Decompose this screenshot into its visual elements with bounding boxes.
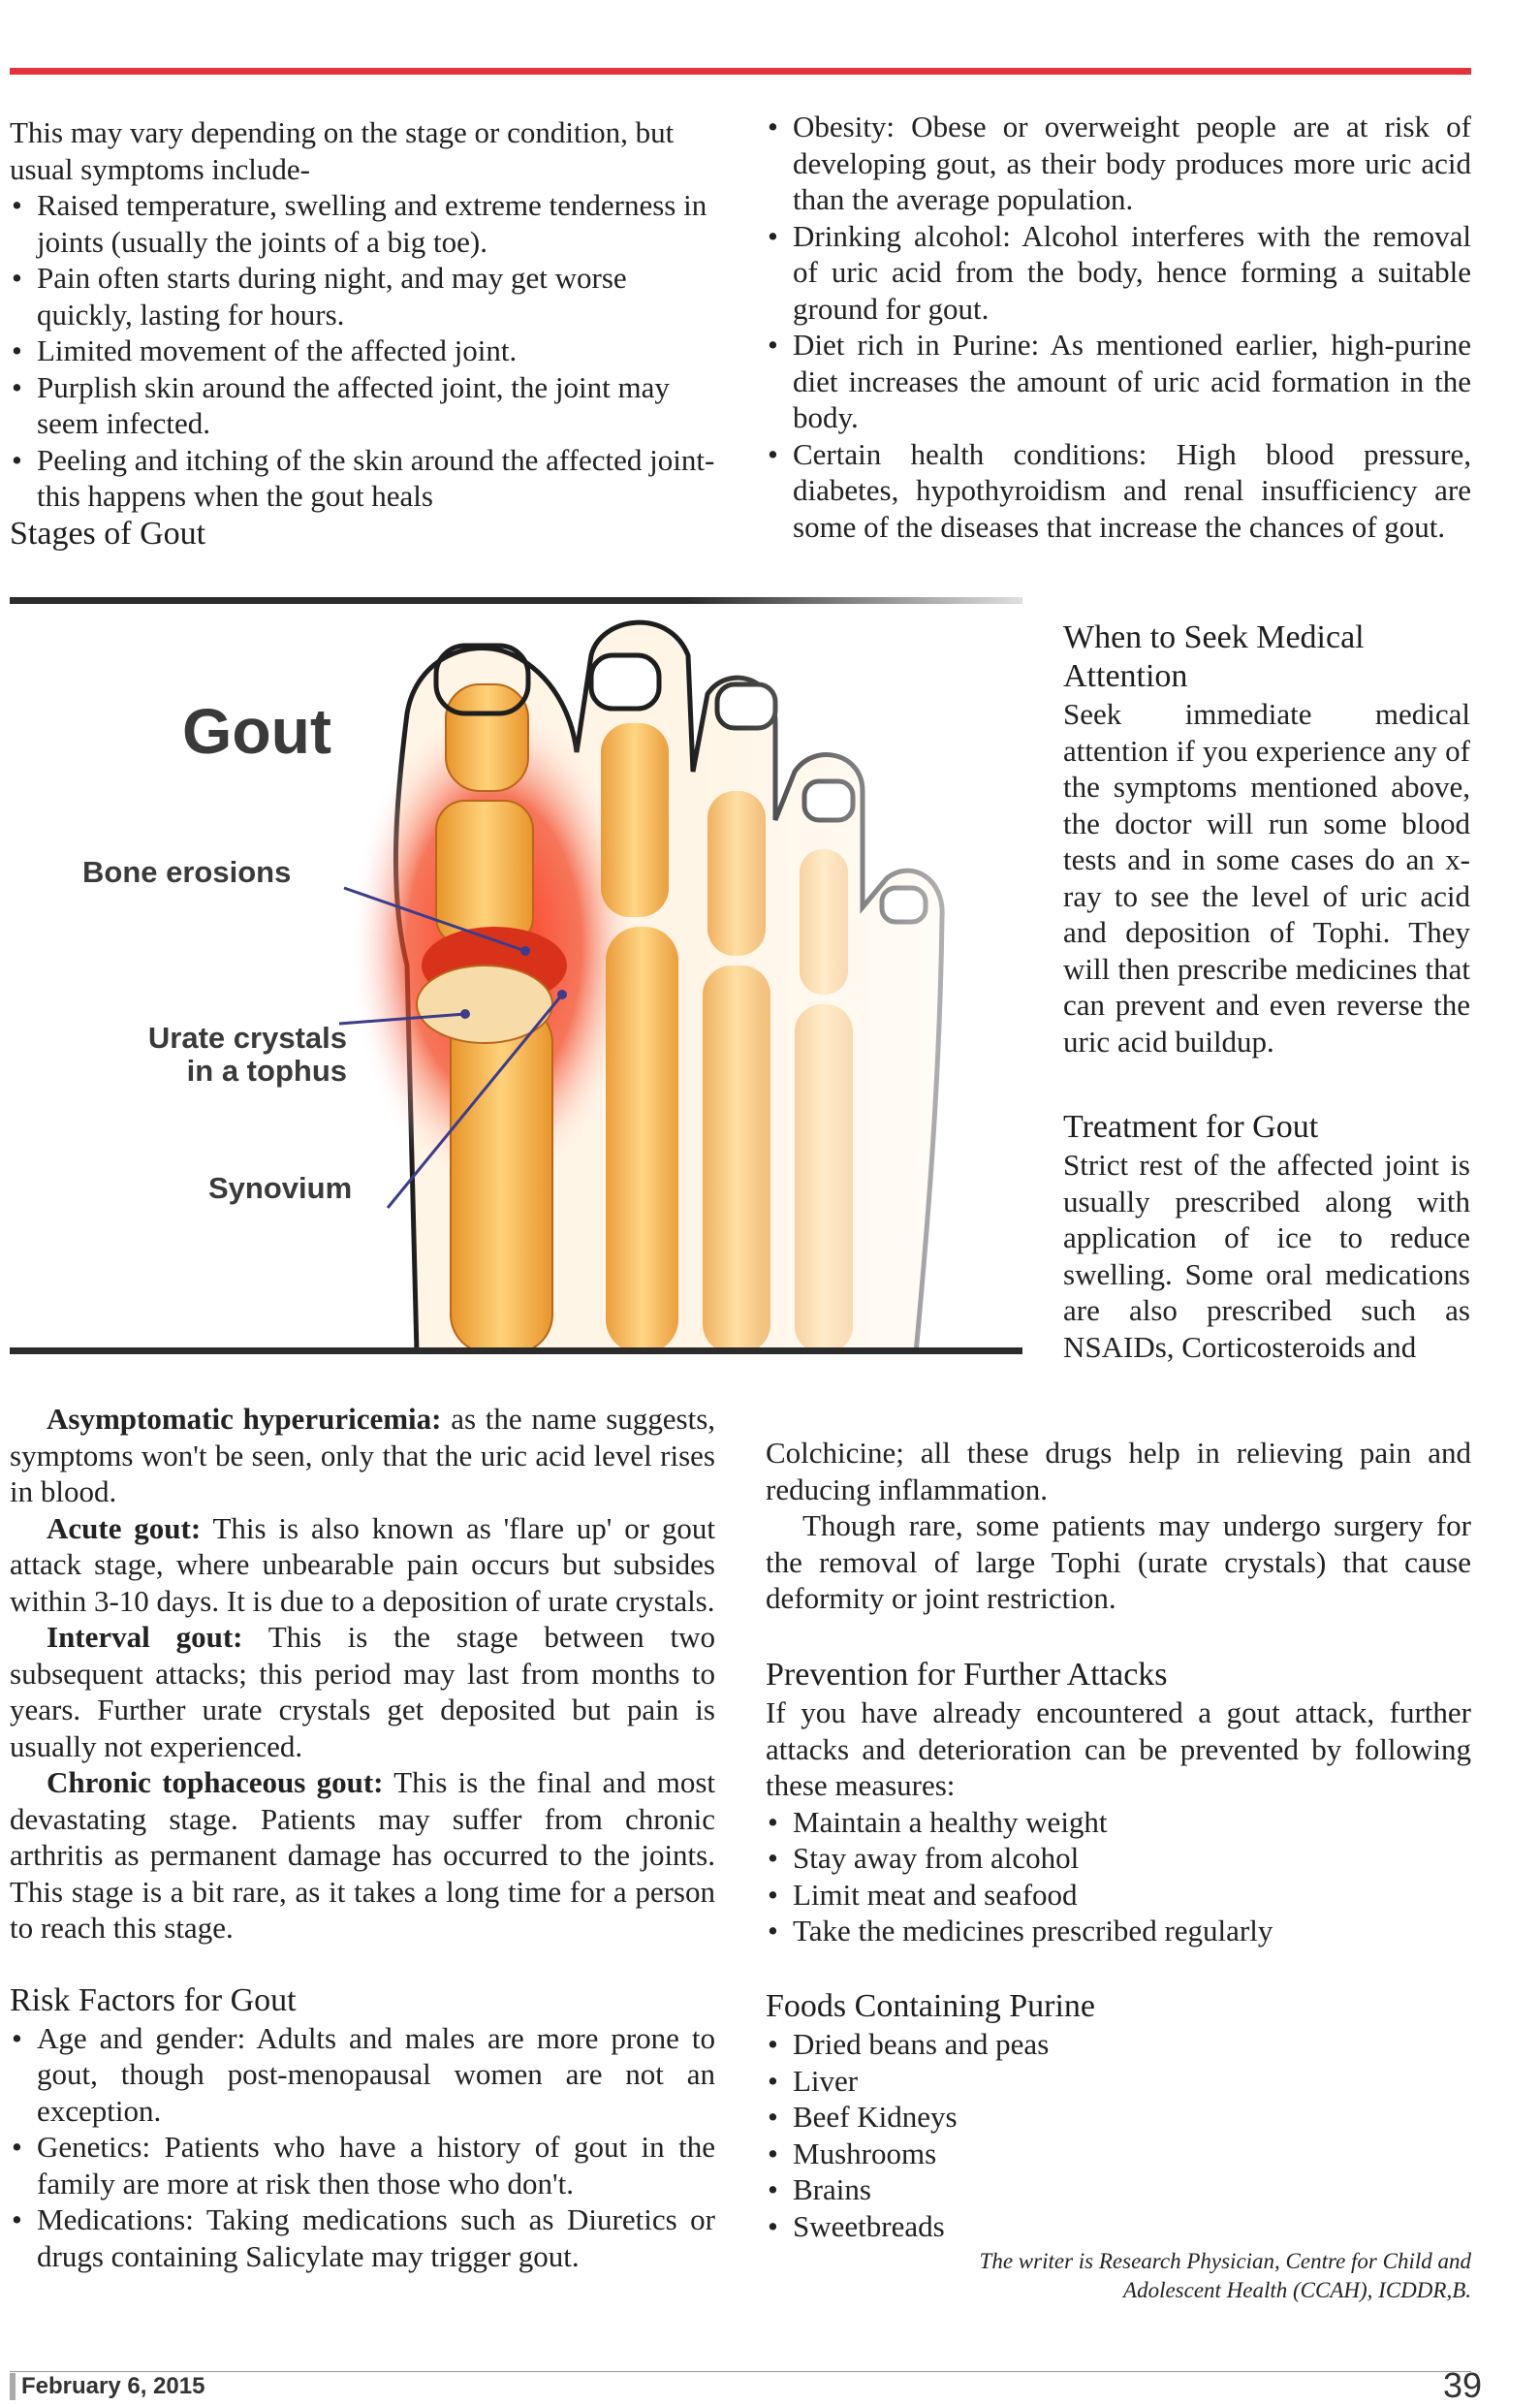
list-item: • Diet rich in Purine: As mentioned earlier, high-purine diet increases the amount of uric acid formation in the body. — [766, 327, 1471, 436]
list-item: • Limited movement of the affected joint. — [10, 332, 715, 369]
stage-paragraph — [10, 1619, 715, 1764]
gout-illustration — [10, 597, 1022, 1353]
credit-line-2: Adolescent Health (CCAH), ICDDR,B. — [1123, 2278, 1471, 2302]
treatment-continued — [766, 1435, 1471, 1617]
right-top-column — [766, 109, 1471, 545]
stage-term: Asymptomatic hyperuricemia: — [47, 1402, 442, 1436]
page-number: 39 — [1442, 2365, 1482, 2405]
list-item: • Peeling and itching of the skin around the affected joint- this happens when the gout heals — [10, 442, 715, 515]
stage-term: Interval gout: — [47, 1620, 243, 1654]
intro-text: This may vary depending on the stage or condition, but usual symptoms include- — [10, 115, 675, 186]
foods-list — [766, 2026, 1471, 2244]
stages-heading: Stages of Gout — [10, 515, 206, 552]
label-bone-erosions: Bone erosions — [82, 855, 292, 889]
label-urate-line-1: Urate crystals — [147, 1021, 347, 1055]
prevention-heading: Prevention for Further Attacks — [766, 1657, 1168, 1693]
stages-section — [10, 1401, 715, 2274]
stage-term: Chronic tophaceous gout: — [47, 1765, 384, 1799]
medical-attention-section — [1063, 618, 1470, 1365]
stage-text: This is the final and most devastating stage. Patients may suffer from chronic arthritis as permanent damage has occurred to the joints. This stage is a bit rare, as it takes a long time for a person to reach this stage. — [10, 1765, 715, 1945]
list-item: • Brains — [766, 2171, 1471, 2208]
stage-paragraph — [10, 1510, 715, 1620]
prevention-intro: If you have already encountered a gout attack, further attacks and deterioration can be prevented by following these measures: — [766, 1695, 1471, 1802]
list-item: • Stay away from alcohol — [766, 1840, 1471, 1877]
stage-text: This is also known as 'flare up' or gout attack stage, where unbearable pain occurs but subsides within 3-10 days. It is due to a deposition of urate crystals. — [10, 1510, 716, 1618]
prevention-section — [766, 1656, 1471, 1949]
list-item: • Pain often starts during night, and may get worse quickly, lasting for hours. — [10, 260, 715, 332]
list-item: • Certain health conditions: High blood pressure, diabetes, hypothyroidism and renal insufficiency are some of the diseases that increase the chances of gout. — [766, 436, 1471, 546]
medical-heading-line-1: When to Seek Medical — [1063, 619, 1365, 655]
risk-list — [10, 2020, 715, 2275]
list-item: • Maintain a healthy weight — [766, 1804, 1471, 1841]
list-item: • Drinking alcohol: Alcohol interferes with the removal of uric acid from the body, hence forming a suitable ground for gout. — [766, 218, 1471, 328]
list-item: • Raised temperature, swelling and extreme tenderness in joints (usually the joints of a big toe). — [10, 187, 715, 260]
list-item: • Medications: Taking medications such as Diuretics or drugs containing Salicylate may trigger gout. — [10, 2201, 715, 2274]
list-item: • Limit meat and seafood — [766, 1877, 1471, 1914]
list-item: • Dried beans and peas — [766, 2026, 1471, 2063]
stage-paragraph — [10, 1764, 715, 1947]
issue-date: February 6, 2015 — [10, 2373, 204, 2400]
author-credit — [833, 2247, 1471, 2305]
list-item: • Obesity: Obese or overweight people are at risk of developing gout, as their body produces more uric acid than the average population. — [766, 109, 1471, 218]
symptoms-list — [10, 187, 715, 515]
medical-heading-line-2: Attention — [1063, 658, 1188, 694]
stage-term: Acute gout: — [47, 1510, 202, 1545]
footer-rule — [10, 2371, 1471, 2372]
treatment-body-wide: Colchicine; all these drugs help in relieving pain and reducing inflammation. — [766, 1436, 1471, 1506]
figure-title: Gout — [182, 695, 331, 767]
label-urate — [87, 1022, 347, 1088]
list-item: • Mushrooms — [766, 2136, 1471, 2172]
credit-line-1: The writer is Research Physician, Centre for Child and — [979, 2249, 1471, 2273]
list-item: • Sweetbreads — [766, 2208, 1471, 2245]
stage-text: This is the stage between two subsequent attacks; this period may last from months to years. Further urate crystals get deposited but pain is usually not experienced. — [10, 1620, 716, 1763]
list-item: • Liver — [766, 2063, 1471, 2100]
list-item: • Beef Kidneys — [766, 2099, 1471, 2136]
list-item: • Take the medicines prescribed regularly — [766, 1913, 1471, 1949]
risk-continued-list — [766, 109, 1471, 545]
top-accent-bar — [10, 68, 1471, 75]
prevention-list — [766, 1804, 1471, 1949]
foods-heading: Foods Containing Purine — [766, 1988, 1096, 2024]
foods-section — [766, 1987, 1471, 2244]
list-item: • Purplish skin around the affected joint, the joint may seem infected. — [10, 369, 715, 442]
surgery-text: Though rare, some patients may undergo surgery for the removal of large Tophi (urate crystals) that cause deformity or joint restriction. — [766, 1508, 1471, 1615]
treatment-heading: Treatment for Gout — [1063, 1109, 1319, 1145]
list-item: • Age and gender: Adults and males are more prone to gout, though post-menopausal women are not an exception. — [10, 2020, 715, 2130]
stage-text: as the name suggests, symptoms won't be seen, only that the uric acid level rises in blood. — [10, 1402, 716, 1508]
foot-diagram — [10, 597, 1022, 1347]
label-urate-line-2: in a tophus — [186, 1054, 347, 1088]
treatment-body-narrow: Strict rest of the affected joint is usually prescribed along with application of ice to reduce swelling. Some oral medications are also prescribed such as NSAIDs, Corticosteroids and — [1063, 1148, 1470, 1364]
stage-paragraph — [10, 1401, 715, 1510]
medical-body: Seek immediate medical attention if you experience any of the symptoms mentioned above, the doctor will run some blood tests and in some cases do an x-ray to see the level of uric acid and deposition of Tophi. They will then prescribe medicines that can prevent and even reverse the uric acid buildup. — [1063, 697, 1470, 1059]
label-synovium: Synovium — [208, 1171, 353, 1205]
risk-heading: Risk Factors for Gout — [10, 1981, 297, 2018]
list-item: • Genetics: Patients who have a history of gout in the family are more at risk then those who don't. — [10, 2129, 715, 2201]
left-top-column — [10, 114, 715, 554]
